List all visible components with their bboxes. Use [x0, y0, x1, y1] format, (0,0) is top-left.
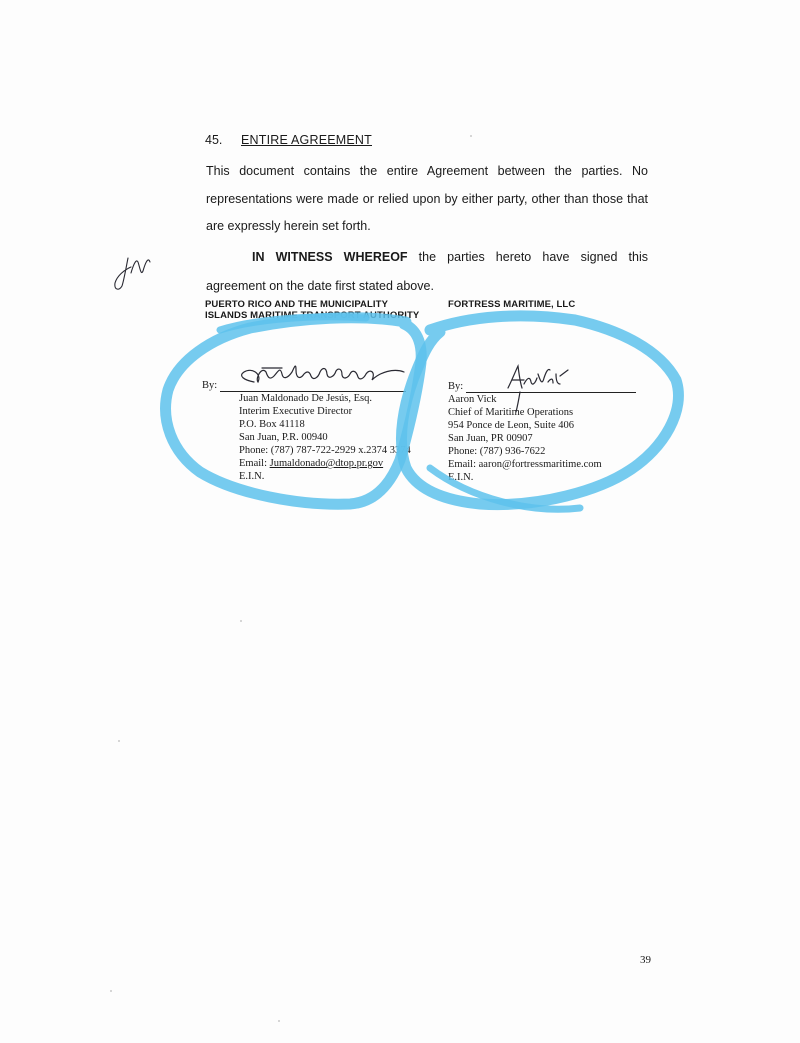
witness-clause — [206, 243, 648, 301]
left-address-1: P.O. Box 41118 — [239, 419, 305, 430]
right-party-name — [448, 299, 575, 310]
left-email-label: Email: — [239, 458, 270, 469]
section-body: This document contains the entire Agreement between the parties. No representations were made or relied upon by either party, other than those that are expressly herein set forth. — [206, 164, 648, 233]
right-address-1: 954 Ponce de Leon, Suite 406 — [448, 420, 574, 431]
scan-speck — [110, 990, 112, 992]
scan-speck — [278, 1020, 280, 1022]
left-email[interactable]: Jumaldonado@dtop.pr.gov — [269, 458, 384, 469]
right-signer-info — [448, 393, 636, 484]
scan-speck — [118, 740, 120, 742]
left-by-row — [202, 378, 411, 392]
left-signature-block — [202, 378, 411, 483]
right-address-2: San Juan, PR 00907 — [448, 433, 533, 444]
witness-bold: IN WITNESS WHEREOF — [252, 250, 408, 264]
left-signer-info — [239, 392, 411, 483]
left-party-name-line2: ISLANDS MARITIME TRANSPORT AUTHORITY — [205, 310, 420, 321]
left-party-name-line1: PUERTO RICO AND THE MUNICIPALITY — [205, 299, 388, 310]
right-signer-name: Aaron Vick — [448, 394, 497, 405]
witness-text: the parties hereto have signed this agreement on the date first stated above. — [206, 250, 648, 293]
right-email-row — [448, 458, 636, 471]
left-signer-title: Interim Executive Director — [239, 406, 353, 417]
left-by-label: By: — [202, 380, 218, 391]
left-address-2: San Juan, P.R. 00940 — [239, 432, 328, 443]
right-email-label: Email: — [448, 459, 479, 470]
right-phone: Phone: (787) 936-7622 — [448, 446, 546, 457]
left-email-row — [239, 457, 411, 470]
left-party-name — [205, 299, 419, 321]
section-title: ENTIRE AGREEMENT — [241, 133, 372, 147]
right-email[interactable]: aaron@fortressmaritime.com — [478, 459, 602, 470]
right-by-label: By: — [448, 381, 464, 392]
scan-speck — [470, 135, 472, 137]
left-signer-name: Juan Maldonado De Jesús, Esq. — [239, 393, 372, 404]
scan-speck — [240, 620, 242, 622]
right-by-row — [448, 379, 636, 393]
margin-initials — [115, 258, 150, 289]
left-phone: Phone: (787) 787-722-2929 x.2374 3374 — [239, 445, 411, 456]
section-number: 45. — [205, 133, 223, 147]
right-signature-block — [448, 379, 636, 484]
right-ein: E.I.N. — [448, 472, 474, 483]
right-signer-title: Chief of Maritime Operations — [448, 407, 574, 418]
left-ein: E.I.N. — [239, 471, 265, 482]
right-party-name-line1: FORTRESS MARITIME, LLC — [448, 299, 576, 310]
page-number: 39 — [640, 954, 651, 966]
